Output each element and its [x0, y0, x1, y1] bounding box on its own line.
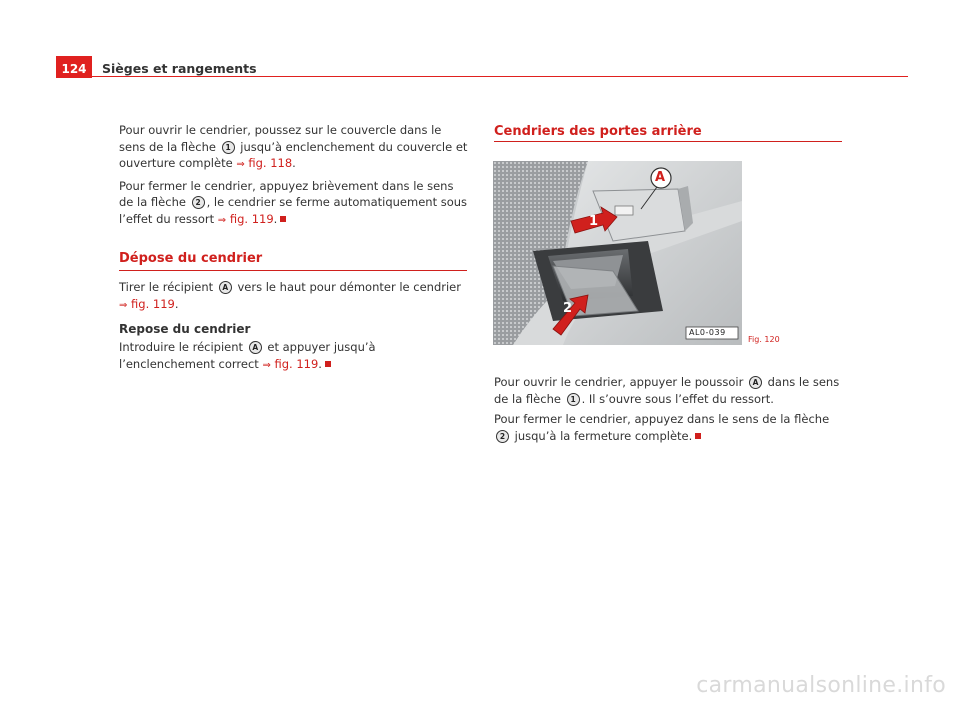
- ashtray-illustration: [493, 161, 742, 345]
- arrow-2-badge: 2: [192, 196, 205, 209]
- arrow-1-badge: 1: [222, 141, 235, 154]
- paragraph-depose: Tirer le récipient A vers le haut pour démonter le cendrier ⇒ fig. 119.: [119, 280, 461, 311]
- section-rule: [494, 141, 842, 142]
- arrow-1-label: 1: [589, 214, 599, 229]
- push-button-a-badge: A: [749, 376, 762, 389]
- paragraph-close-rear-ashtray: Pour fermer le cendrier, appuyez dans le sens de la flèche 2 jusqu’à la fermeture complète.: [494, 412, 830, 443]
- section-title-rear-ashtrays: Cendriers des portes arrière: [494, 124, 702, 139]
- paragraph-close-ashtray: Pour fermer le cendrier, appuyez brièvement dans le sens de la flèche 2 , le cendrier se ferme automatiquement sous l’effet du ressort ⇒ fig. 119.: [119, 178, 468, 226]
- end-marker-icon: [695, 433, 701, 439]
- arrow-2-badge: 2: [496, 430, 509, 443]
- left-column: [119, 122, 469, 374]
- paragraph-open-rear-ashtray: Pour ouvrir le cendrier, appuyer le poussoir A dans le sens de la flèche 1 . Il s’ouvre sous l’effet du ressort.: [494, 375, 840, 406]
- section-title-depose: Dépose du cendrier: [119, 251, 263, 266]
- fig-119-link[interactable]: ⇒ fig. 119: [217, 211, 274, 226]
- fig-119-link[interactable]: ⇒ fig. 119: [119, 296, 175, 311]
- end-marker-icon: [325, 361, 331, 367]
- chapter-title: Sièges et rangements: [102, 61, 257, 76]
- fig-118-link[interactable]: ⇒ fig. 118: [236, 156, 293, 170]
- section-rule: [119, 270, 467, 271]
- container-a-badge: A: [219, 281, 232, 294]
- paragraph-repose: Introduire le récipient A et appuyer jusqu’à l’enclenchement correct ⇒ fig. 119.: [119, 340, 376, 371]
- figure-caption: Fig. 120: [748, 335, 780, 344]
- right-column: [494, 374, 844, 444]
- arrow-2-label: 2: [563, 301, 573, 316]
- callout-a-label: A: [655, 170, 666, 185]
- page-number: 124: [56, 56, 92, 78]
- paragraph-open-ashtray: Pour ouvrir le cendrier, poussez sur le couvercle dans le sens de la flèche 1 jusqu’à enclenchement du couvercle et ouverture complète ⇒ fig. 118.: [119, 123, 468, 170]
- end-marker-icon: [280, 216, 286, 222]
- container-a-badge: A: [249, 341, 262, 354]
- figure-code: AL0-039: [689, 328, 726, 337]
- watermark: carmanualsonline.info: [696, 673, 946, 698]
- header-rule: [92, 76, 908, 77]
- fig-119-link[interactable]: ⇒ fig. 119: [262, 356, 319, 371]
- subsection-title-repose: Repose du cendrier: [119, 322, 251, 336]
- arrow-1-badge: 1: [567, 393, 580, 406]
